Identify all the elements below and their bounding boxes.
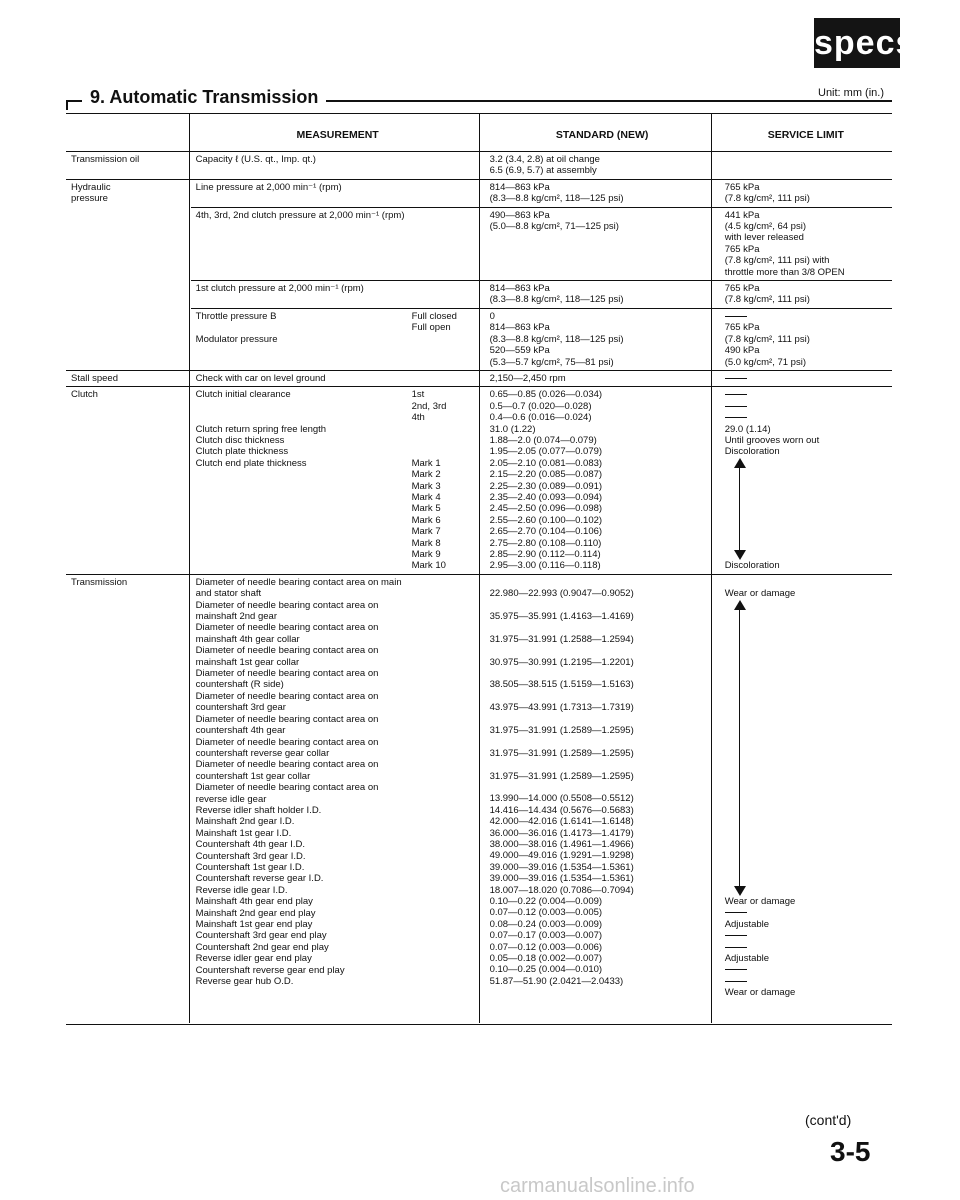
dash-mark xyxy=(725,378,747,379)
table-row xyxy=(66,370,892,386)
text-line: 2,150—2,450 rpm xyxy=(489,372,566,384)
text-line: 1.88—2.0 (0.074—0.079) xyxy=(489,434,597,446)
item-cell xyxy=(66,281,191,309)
standard-cell xyxy=(485,152,720,180)
line-gap xyxy=(490,782,715,793)
text-line: 2.75—2.80 (0.108—0.110) xyxy=(489,537,602,549)
text-line: Mainshaft 2nd gear I.D. xyxy=(195,816,295,828)
text-line: 43.975—43.991 (1.7313—1.7319) xyxy=(489,702,634,714)
unit-note: Unit: mm (in.) xyxy=(815,87,887,99)
dash-mark xyxy=(725,394,747,395)
standard-cell xyxy=(485,574,720,1000)
item-cell xyxy=(66,152,191,180)
measurement-text: Throttle pressure B xyxy=(195,310,277,322)
text-line: 14.416—14.434 (0.5676—0.5683) xyxy=(489,804,634,816)
text-line: countershaft reverse gear collar xyxy=(195,747,330,759)
text-line: Stall speed xyxy=(71,372,119,384)
text-line: Diameter of needle bearing contact area on xyxy=(195,599,379,611)
line-gap xyxy=(490,600,715,611)
text-line: Countershaft 4th gear I.D. xyxy=(195,839,305,851)
item-cell xyxy=(66,207,191,280)
text-line: Discoloration xyxy=(724,446,780,458)
measurement-text: Clutch disc thickness xyxy=(195,434,285,446)
text-line: 2.45—2.50 (0.096—0.098) xyxy=(489,503,603,515)
measurement-cell xyxy=(191,370,485,386)
measurement-cell xyxy=(191,152,485,180)
spec-table xyxy=(66,113,892,1001)
text-line: countershaft 4th gear xyxy=(195,725,286,737)
text-line: Wear or damage xyxy=(724,588,796,600)
table-row xyxy=(66,207,892,280)
text-line: 13.990—14.000 (0.5508—0.5512) xyxy=(489,793,634,805)
header-measurement: MEASUREMENT xyxy=(191,113,485,152)
dash-mark xyxy=(725,947,747,948)
text-line: 0.07—0.12 (0.003—0.005) xyxy=(489,907,603,919)
standard-cell xyxy=(485,207,720,280)
text-line: Discoloration xyxy=(724,560,780,572)
text-line: (7.8 kg/cm², 111 psi) xyxy=(724,333,810,345)
measurement-sub: 4th xyxy=(411,412,425,424)
measurement-sub: Full closed xyxy=(411,310,457,322)
table-row xyxy=(66,387,892,575)
text-line: Countershaft reverse gear end play xyxy=(195,964,345,976)
header-standard: STANDARD (NEW) xyxy=(485,113,720,152)
continued-note: (cont'd) xyxy=(805,1112,852,1128)
text-line: Wear or damage xyxy=(724,896,796,907)
measurement-text: Clutch return spring free length xyxy=(195,423,327,435)
item-cell xyxy=(66,179,191,207)
section-rule-tick xyxy=(66,100,68,110)
text-line: 2.95—3.00 (0.116—0.118) xyxy=(489,560,601,572)
measurement-text: Capacity ℓ (U.S. qt., Imp. qt.) xyxy=(195,154,316,165)
table-row xyxy=(66,152,892,180)
service-limit-cell xyxy=(720,387,892,575)
text-line: 814—863 kPa xyxy=(489,322,550,334)
measurement-text: 1st clutch pressure at 2,000 min⁻¹ (rpm) xyxy=(195,283,364,295)
measurement-line xyxy=(196,526,480,537)
text-line: Until grooves worn out xyxy=(724,434,820,446)
text-line: Clutch xyxy=(71,389,98,401)
arrow-head-down xyxy=(734,886,746,896)
measurement-line xyxy=(196,469,480,480)
measurement-text: Modulator pressure xyxy=(195,333,278,345)
text-line xyxy=(725,311,887,322)
header-item xyxy=(66,113,191,152)
line-gap xyxy=(490,668,715,679)
text-line: Wear or damage xyxy=(724,987,796,999)
line-gap xyxy=(490,714,715,725)
watermark: carmanualsonline.info xyxy=(500,1175,695,1197)
text-line: Diameter of needle bearing contact area on xyxy=(195,622,379,634)
text-line: 39.000—39.016 (1.5354—1.5361) xyxy=(489,873,634,885)
text-line: Transmission oil xyxy=(71,154,140,165)
header-service-limit: SERVICE LIMIT xyxy=(720,113,892,152)
measurement-cell xyxy=(191,207,485,280)
text-line: countershaft 3rd gear xyxy=(195,702,286,714)
dash-mark xyxy=(725,969,747,970)
measurement-line xyxy=(196,311,480,322)
text-line: 0.10—0.25 (0.004—0.010) xyxy=(489,964,603,976)
range-arrow xyxy=(733,600,747,896)
measurement-sub: Mark 8 xyxy=(411,537,441,549)
text-line: 0.10—0.22 (0.004—0.009) xyxy=(489,896,603,908)
item-cell xyxy=(66,308,191,370)
text-line: countershaft 1st gear collar xyxy=(195,770,311,782)
text-line: 38.505—38.515 (1.5159—1.5163) xyxy=(489,679,634,691)
text-line: 814—863 kPa xyxy=(489,181,550,193)
text-line: 31.975—31.991 (1.2589—1.2595) xyxy=(489,770,634,782)
measurement-cell xyxy=(191,281,485,309)
measurement-line xyxy=(196,389,480,400)
text-line: 0.08—0.24 (0.003—0.009) xyxy=(489,918,603,930)
measurement-line xyxy=(196,560,480,571)
text-line: 31.975—31.991 (1.2589—1.2595) xyxy=(489,747,634,759)
measurement-line xyxy=(196,182,480,193)
page-number: 3-5 xyxy=(830,1136,871,1167)
text-line: 814—863 kPa xyxy=(489,283,550,295)
text-line: mainshaft 2nd gear xyxy=(195,611,277,623)
item-cell xyxy=(66,574,191,1000)
text-line: 0.07—0.12 (0.003—0.006) xyxy=(489,941,603,953)
text-line: (5.0 kg/cm², 71 psi) xyxy=(724,356,806,368)
table-row xyxy=(66,179,892,207)
text-line: Mainshaft 1st gear I.D. xyxy=(195,827,292,839)
text-line: Adjustable xyxy=(724,918,770,930)
table-row xyxy=(66,308,892,370)
range-arrow xyxy=(733,458,747,561)
line-gap xyxy=(490,645,715,656)
text-line: (8.3—8.8 kg/cm², 118—125 psi) xyxy=(489,193,624,205)
measurement-line xyxy=(196,481,480,492)
measurement-sub: Mark 2 xyxy=(411,469,441,481)
item-cell xyxy=(66,387,191,575)
text-line: Diameter of needle bearing contact area on xyxy=(195,690,379,702)
text-line: Countershaft 3rd gear I.D. xyxy=(195,850,306,862)
measurement-cell xyxy=(191,574,485,1000)
text-line: Mainshaft 2nd gear end play xyxy=(195,907,316,919)
text-line: countershaft (R side) xyxy=(195,679,284,691)
text-line: 490—863 kPa xyxy=(489,209,550,221)
text-line: Diameter of needle bearing contact area on xyxy=(195,759,379,771)
measurement-line xyxy=(196,458,480,469)
measurement-line xyxy=(196,538,480,549)
service-limit-cell xyxy=(720,207,892,280)
measurement-sub: Mark 9 xyxy=(411,549,441,560)
text-line: reverse idle gear xyxy=(195,793,267,805)
service-limit-cell xyxy=(720,370,892,386)
measurement-text: Line pressure at 2,000 min⁻¹ (rpm) xyxy=(195,181,342,193)
text-line: Hydraulic xyxy=(71,181,111,193)
text-line: Reverse idler gear end play xyxy=(195,953,312,965)
text-line: 3.2 (3.4, 2.8) at oil change xyxy=(489,154,600,165)
measurement-line xyxy=(196,424,480,435)
text-line: 36.000—36.016 (1.4173—1.4179) xyxy=(489,827,634,839)
measurement-sub: Mark 7 xyxy=(411,526,441,538)
text-line: 2.55—2.60 (0.100—0.102) xyxy=(489,514,603,526)
measurement-text: Check with car on level ground xyxy=(195,372,326,384)
text-line: 6.5 (6.9, 5.7) at assembly xyxy=(489,165,597,177)
text-line: (4.5 kg/cm², 64 psi) xyxy=(724,221,806,233)
measurement-sub: Mark 10 xyxy=(411,560,446,572)
text-line: 765 kPa xyxy=(724,181,760,193)
table-row xyxy=(66,281,892,309)
text-line: Reverse idler shaft holder I.D. xyxy=(195,804,322,816)
standard-cell xyxy=(485,308,720,370)
line-gap xyxy=(725,577,887,588)
text-line: Countershaft reverse gear I.D. xyxy=(195,873,324,885)
text-line: 520—559 kPa xyxy=(489,345,550,357)
text-line: (8.3—8.8 kg/cm², 118—125 psi) xyxy=(489,333,624,345)
item-cell xyxy=(66,370,191,386)
text-line: 35.975—35.991 (1.4163—1.4169) xyxy=(489,611,634,622)
text-line: Countershaft 3rd gear end play xyxy=(195,930,327,942)
dash-mark xyxy=(725,417,747,418)
measurement-line xyxy=(196,334,480,345)
text-line: mainshaft 1st gear collar xyxy=(195,656,300,668)
text-line: 441 kPa xyxy=(724,209,760,221)
line-gap xyxy=(490,691,715,702)
text-line xyxy=(725,401,887,412)
text-line: Mainshaft 1st gear end play xyxy=(195,919,313,930)
measurement-sub: Mark 4 xyxy=(411,491,441,503)
service-limit-cell xyxy=(720,574,892,1000)
text-line: Adjustable xyxy=(724,953,770,965)
measurement-line xyxy=(196,549,480,560)
text-line: (7.8 kg/cm², 111 psi) with xyxy=(724,255,830,267)
text-line: 18.007—18.020 (0.7086—0.7094) xyxy=(489,884,634,896)
text-line: Diameter of needle bearing contact area on xyxy=(195,713,379,725)
specs-badge: specs xyxy=(814,18,900,68)
arrow-head-up xyxy=(734,600,746,610)
text-line: (7.8 kg/cm², 111 psi) xyxy=(724,294,810,306)
text-line: 31.975—31.991 (1.2588—1.2594) xyxy=(489,633,634,645)
text-line: 1.95—2.05 (0.077—0.079) xyxy=(489,446,603,458)
text-line: 0.5—0.7 (0.020—0.028) xyxy=(489,400,592,412)
arrow-head-up xyxy=(734,458,746,468)
text-line: (5.3—5.7 kg/cm², 75—81 psi) xyxy=(489,356,614,368)
text-line: Diameter of needle bearing contact area on xyxy=(195,782,379,794)
text-line: Transmission xyxy=(71,576,128,588)
standard-cell xyxy=(485,370,720,386)
measurement-text: 4th, 3rd, 2nd clutch pressure at 2,000 min⁻¹ (rpm) xyxy=(195,209,405,221)
text-line: 765 kPa xyxy=(724,283,760,295)
text-line: 29.0 (1.14) xyxy=(724,423,771,435)
measurement-line xyxy=(196,373,480,384)
text-line: Diameter of needle bearing contact area on main xyxy=(195,576,402,588)
text-line: 42.000—42.016 (1.6141—1.6148) xyxy=(489,816,634,828)
text-line: 0.65—0.85 (0.026—0.034) xyxy=(489,389,603,401)
measurement-line xyxy=(196,435,480,446)
text-line: pressure xyxy=(71,193,108,205)
text-line: 0.07—0.17 (0.003—0.007) xyxy=(489,930,603,942)
line-gap xyxy=(490,759,715,770)
measurement-sub: Mark 3 xyxy=(411,480,441,492)
text-line xyxy=(725,412,887,423)
text-line: Mainshaft 4th gear end play xyxy=(195,896,313,908)
text-line: Diameter of needle bearing contact area on xyxy=(195,668,379,680)
measurement-line xyxy=(196,283,480,294)
text-line xyxy=(725,942,887,953)
line-gap xyxy=(490,736,715,747)
text-line: Countershaft 2nd gear end play xyxy=(195,941,329,953)
text-line: throttle more than 3/8 OPEN xyxy=(724,266,845,278)
measurement-sub: Full open xyxy=(411,322,451,334)
text-line: 2.25—2.30 (0.089—0.091) xyxy=(489,480,603,492)
measurement-line xyxy=(196,154,480,165)
text-line: 2.85—2.90 (0.112—0.114) xyxy=(489,549,601,560)
measurement-cell xyxy=(191,387,485,575)
measurement-cell xyxy=(191,179,485,207)
service-limit-cell xyxy=(720,308,892,370)
dash-mark xyxy=(725,935,747,936)
text-line xyxy=(725,389,887,400)
measurement-sub: 2nd, 3rd xyxy=(411,400,447,412)
text-line: 31.0 (1.22) xyxy=(489,423,536,435)
text-line: with lever released xyxy=(724,232,804,244)
standard-cell xyxy=(485,179,720,207)
standard-cell xyxy=(485,387,720,575)
measurement-line xyxy=(196,515,480,526)
measurement-text: Clutch initial clearance xyxy=(195,389,291,401)
text-line: Reverse gear hub O.D. xyxy=(195,976,294,988)
text-line: Countershaft 1st gear I.D. xyxy=(195,861,305,873)
measurement-text: Clutch end plate thickness xyxy=(195,457,307,469)
measurement-line xyxy=(196,412,480,423)
measurement-cell xyxy=(191,308,485,370)
text-line: and stator shaft xyxy=(195,588,262,600)
dash-mark xyxy=(725,981,747,982)
text-line: 490 kPa xyxy=(724,345,760,357)
text-line: 2.35—2.40 (0.093—0.094) xyxy=(489,491,603,503)
arrow-shaft xyxy=(739,464,740,555)
arrow-shaft xyxy=(739,606,740,890)
service-limit-cell xyxy=(720,281,892,309)
text-line: 39.000—39.016 (1.5354—1.5361) xyxy=(489,861,634,873)
text-line: 0.4—0.6 (0.016—0.024) xyxy=(489,412,592,424)
text-line: (5.0—8.8 kg/cm², 71—125 psi) xyxy=(489,221,619,233)
service-limit-cell xyxy=(720,152,892,180)
table-row xyxy=(66,574,892,1000)
text-line: 38.000—38.016 (1.4961—1.4966) xyxy=(489,839,634,850)
measurement-sub: Mark 6 xyxy=(411,514,441,526)
text-line: (8.3—8.8 kg/cm², 118—125 psi) xyxy=(489,294,624,306)
measurement-sub: Mark 1 xyxy=(411,457,441,469)
text-line xyxy=(725,976,887,987)
text-line: 51.87—51.90 (2.0421—2.0433) xyxy=(489,975,624,987)
dash-mark xyxy=(725,912,747,913)
text-line: 0 xyxy=(489,310,495,322)
text-line: 765 kPa xyxy=(724,322,760,334)
text-line xyxy=(725,964,887,975)
service-limit-cell xyxy=(720,179,892,207)
text-line xyxy=(725,930,887,941)
text-line: (7.8 kg/cm², 111 psi) xyxy=(724,193,810,205)
measurement-line xyxy=(196,492,480,503)
dash-mark xyxy=(725,406,747,407)
measurement-sub: 1st xyxy=(411,389,425,401)
text-line: Diameter of needle bearing contact area on xyxy=(195,736,379,748)
measurement-sub: Mark 5 xyxy=(411,503,441,515)
measurement-line xyxy=(196,210,480,221)
measurement-line xyxy=(196,322,480,333)
text-line xyxy=(725,907,887,918)
text-line: 0.05—0.18 (0.002—0.007) xyxy=(489,953,603,965)
measurement-line xyxy=(196,446,480,457)
section-title: 9. Automatic Transmission xyxy=(82,87,326,108)
text-line xyxy=(725,373,887,384)
text-line: 2.05—2.10 (0.081—0.083) xyxy=(489,457,603,469)
measurement-line xyxy=(196,503,480,514)
text-line: 31.975—31.991 (1.2589—1.2595) xyxy=(489,724,634,736)
line-gap xyxy=(490,622,715,633)
arrow-head-down xyxy=(734,550,746,560)
text-line: 30.975—30.991 (1.2195—1.2201) xyxy=(489,656,634,668)
text-line: 2.15—2.20 (0.085—0.087) xyxy=(489,469,603,481)
text-line: mainshaft 4th gear collar xyxy=(195,633,300,645)
text-line: Diameter of needle bearing contact area on xyxy=(195,645,379,657)
text-line: 765 kPa xyxy=(724,243,760,255)
measurement-text: Clutch plate thickness xyxy=(195,446,289,458)
text-line: Reverse idle gear I.D. xyxy=(195,884,288,896)
dash-mark xyxy=(725,316,747,317)
text-line: 49.000—49.016 (1.9291—1.9298) xyxy=(489,850,634,862)
measurement-line xyxy=(196,401,480,412)
text-line: 2.65—2.70 (0.104—0.106) xyxy=(489,526,603,538)
standard-cell xyxy=(485,281,720,309)
text-line: 22.980—22.993 (0.9047—0.9052) xyxy=(489,588,634,600)
line-gap xyxy=(490,577,715,588)
